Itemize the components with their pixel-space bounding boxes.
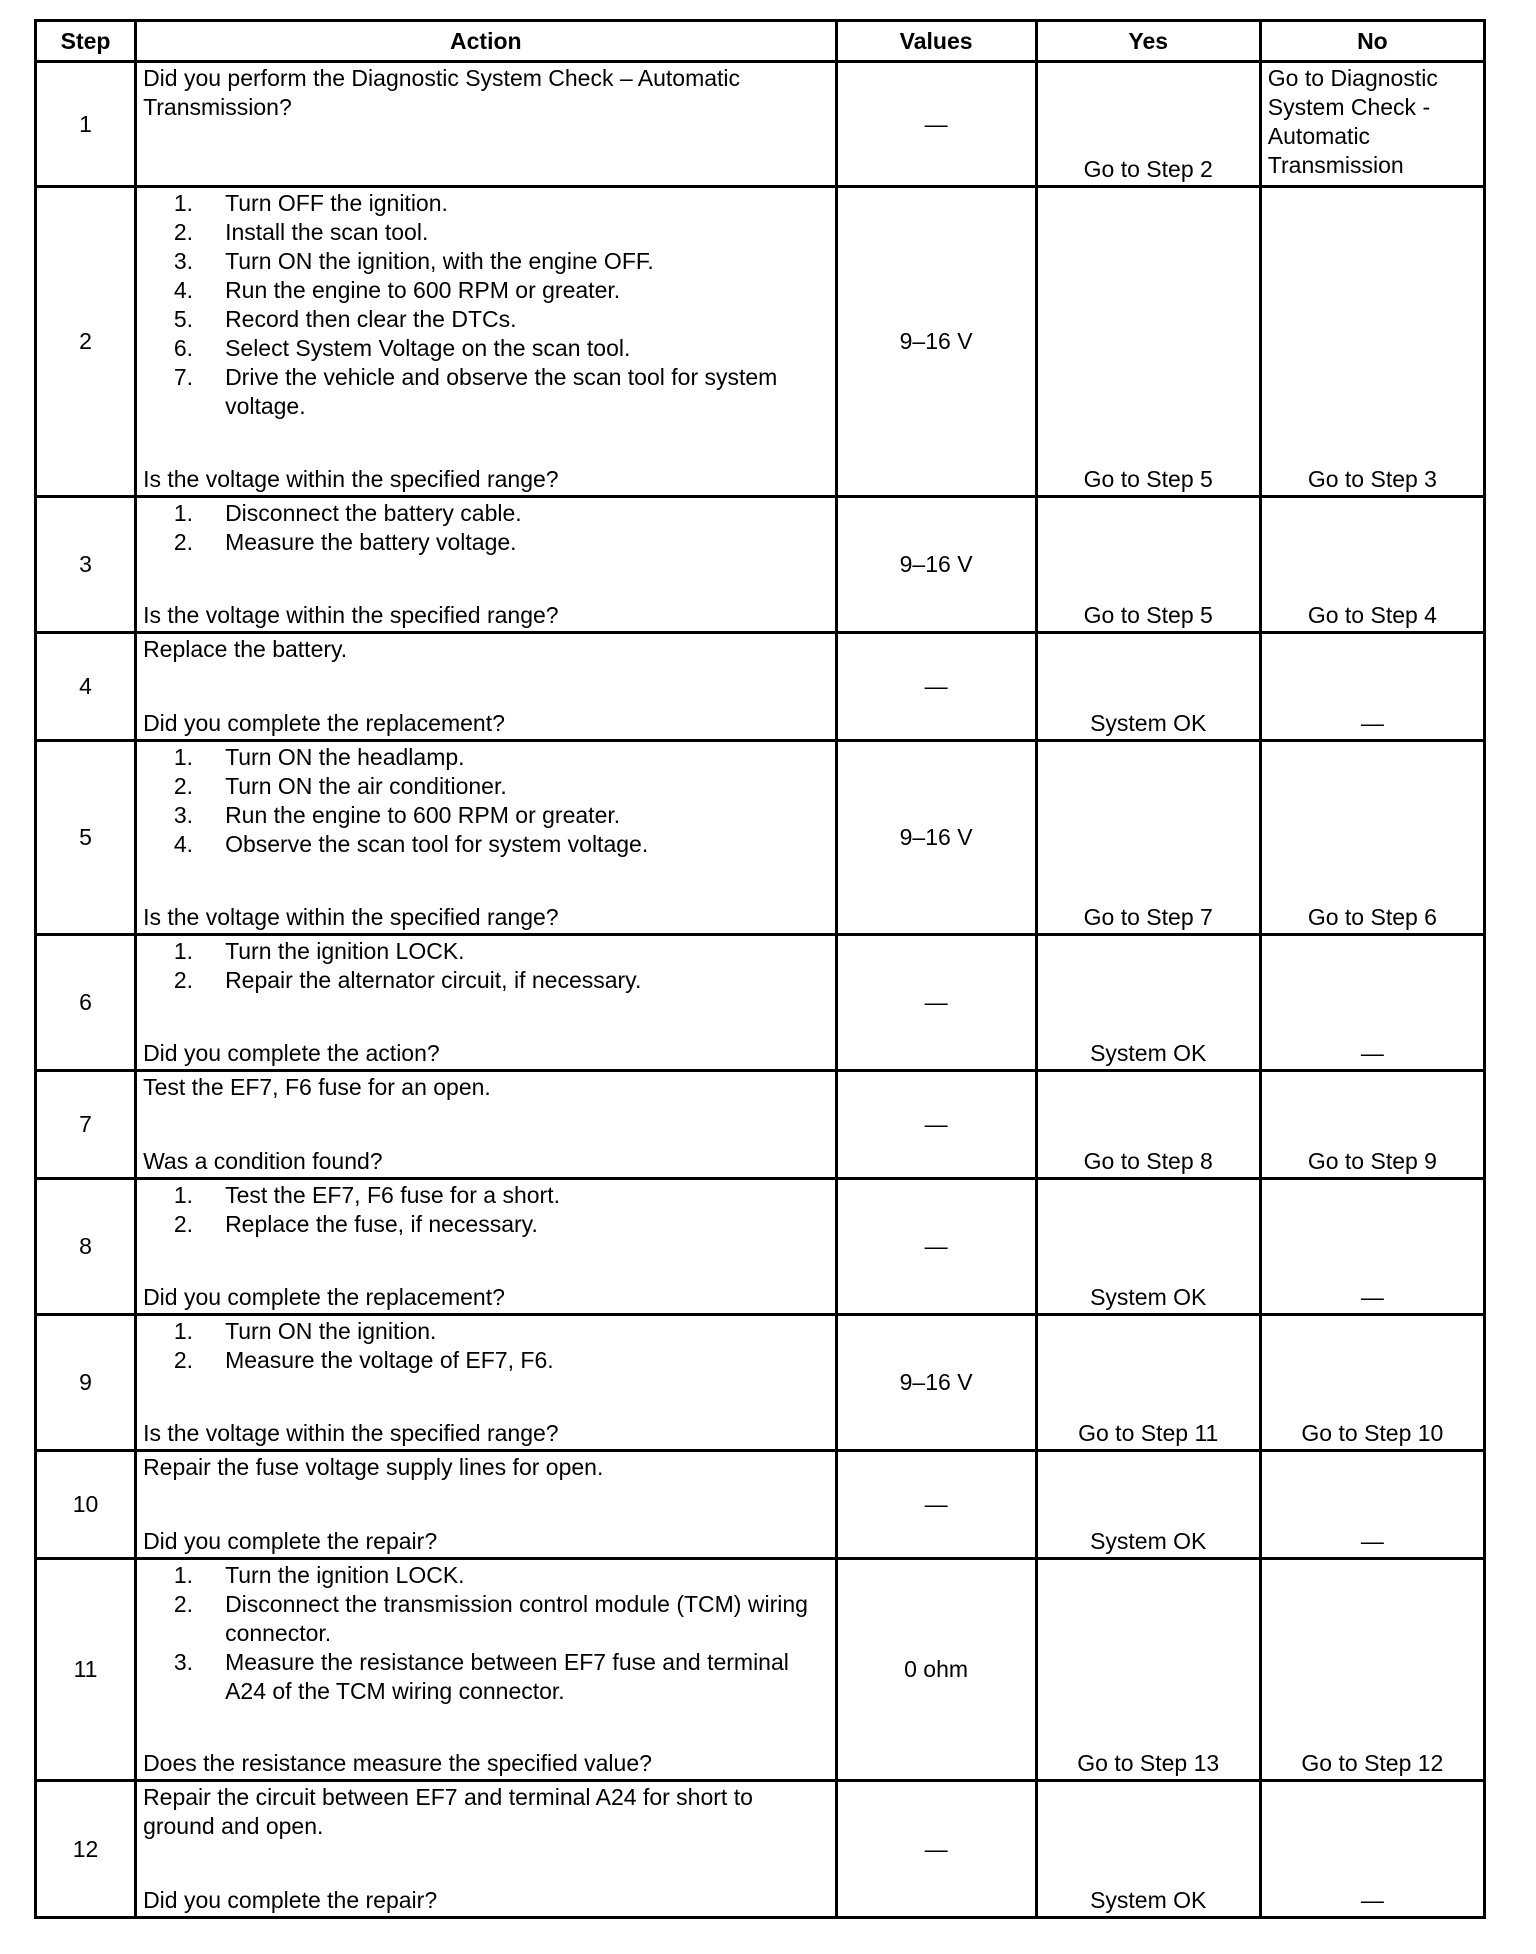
action-cell [136, 187, 836, 497]
yes-outcome: Go to Step 13 [1036, 1559, 1260, 1781]
instruction-item [143, 937, 828, 966]
instruction-item [143, 1648, 828, 1706]
action-content [143, 743, 828, 932]
instruction-number: 1. [173, 1318, 194, 1344]
value-cell: — [836, 935, 1036, 1071]
step-number: 10 [36, 1451, 136, 1559]
instruction-number: 2. [173, 1591, 194, 1617]
instruction-number: 4. [173, 831, 194, 857]
instruction-item [143, 1210, 828, 1239]
step-number: 8 [36, 1179, 136, 1315]
action-cell [136, 935, 836, 1071]
table-row [36, 1781, 1485, 1918]
action-question: Did you complete the action? [143, 1040, 440, 1066]
instruction-text: Measure the resistance between EF7 fuse and terminal A24 of the TCM wiring connector. [225, 1649, 789, 1704]
instruction-text: Replace the fuse, if necessary. [225, 1211, 538, 1237]
instruction-number: 3. [173, 248, 194, 274]
action-content [143, 635, 828, 738]
instruction-text: Measure the battery voltage. [225, 529, 517, 555]
action-intro: Did you perform the Diagnostic System Check – Automatic Transmission? [143, 65, 741, 120]
action-cell [136, 1179, 836, 1315]
no-outcome: Go to Step 3 [1260, 187, 1484, 497]
action-content [143, 937, 828, 1068]
no-outcome: — [1260, 935, 1484, 1071]
no-outcome: Go to Step 10 [1260, 1315, 1484, 1451]
action-question: Did you complete the repair? [143, 1528, 438, 1554]
instruction-number: 2. [173, 773, 194, 799]
table-row [36, 1315, 1485, 1451]
instruction-number: 5. [173, 306, 194, 332]
yes-outcome: System OK [1036, 633, 1260, 741]
header-values: Values [836, 21, 1036, 62]
action-cell [136, 1559, 836, 1781]
no-outcome: — [1260, 633, 1484, 741]
no-outcome: Go to Step 9 [1260, 1071, 1484, 1179]
value-cell: — [836, 633, 1036, 741]
action-content [143, 1317, 828, 1448]
yes-outcome: System OK [1036, 1781, 1260, 1918]
table-row [36, 1451, 1485, 1559]
table-row [36, 1179, 1485, 1315]
instruction-item [143, 1317, 828, 1346]
yes-outcome: System OK [1036, 1179, 1260, 1315]
instruction-list [143, 189, 828, 421]
action-content [143, 64, 828, 184]
instruction-item [143, 528, 828, 557]
table-row [36, 62, 1485, 187]
instruction-number: 1. [173, 1182, 194, 1208]
action-question: Did you complete the replacement? [143, 1284, 505, 1310]
instruction-text: Drive the vehicle and observe the scan tool for system voltage. [225, 364, 778, 419]
header-yes: Yes [1036, 21, 1260, 62]
action-question: Is the voltage within the specified range? [143, 602, 559, 628]
action-question: Is the voltage within the specified range? [143, 1420, 559, 1446]
action-cell [136, 741, 836, 935]
instruction-text: Disconnect the battery cable. [225, 500, 522, 526]
instruction-text: Run the engine to 600 RPM or greater. [225, 277, 621, 303]
value-cell: — [836, 1781, 1036, 1918]
table-row [36, 187, 1485, 497]
action-content [143, 1453, 828, 1556]
value-cell: 0 ohm [836, 1559, 1036, 1781]
instruction-text: Turn ON the ignition, with the engine OFF. [225, 248, 654, 274]
action-cell [136, 497, 836, 633]
table-row [36, 633, 1485, 741]
action-content [143, 1783, 828, 1915]
instruction-number: 2. [173, 1211, 194, 1237]
value-cell: — [836, 1071, 1036, 1179]
instruction-item [143, 334, 828, 363]
instruction-item [143, 1561, 828, 1590]
instruction-text: Turn the ignition LOCK. [225, 1562, 465, 1588]
no-outcome: Go to Diagnostic System Check - Automatic Transmission [1260, 62, 1484, 187]
instruction-item [143, 189, 828, 218]
yes-outcome: Go to Step 5 [1036, 187, 1260, 497]
instruction-number: 7. [173, 364, 194, 390]
action-question: Is the voltage within the specified range? [143, 904, 559, 930]
instruction-text: Observe the scan tool for system voltage. [225, 831, 649, 857]
header-row [36, 21, 1485, 62]
instruction-number: 2. [173, 529, 194, 555]
instruction-number: 3. [173, 802, 194, 828]
instruction-list [143, 1561, 828, 1706]
action-cell [136, 633, 836, 741]
action-content [143, 499, 828, 630]
step-number: 6 [36, 935, 136, 1071]
no-outcome: — [1260, 1451, 1484, 1559]
instruction-number: 1. [173, 500, 194, 526]
instruction-text: Install the scan tool. [225, 219, 429, 245]
instruction-text: Turn ON the ignition. [225, 1318, 437, 1344]
instruction-item [143, 276, 828, 305]
instruction-text: Run the engine to 600 RPM or greater. [225, 802, 621, 828]
action-cell [136, 62, 836, 187]
value-cell: 9–16 V [836, 497, 1036, 633]
instruction-item [143, 218, 828, 247]
action-question: Was a condition found? [143, 1148, 383, 1174]
table-row [36, 935, 1485, 1071]
action-intro: Repair the circuit between EF7 and terminal A24 for short to ground and open. [143, 1784, 753, 1839]
step-number: 1 [36, 62, 136, 187]
step-number: 5 [36, 741, 136, 935]
no-outcome: Go to Step 6 [1260, 741, 1484, 935]
yes-outcome: Go to Step 11 [1036, 1315, 1260, 1451]
instruction-number: 3. [173, 1649, 194, 1675]
header-step: Step [36, 21, 136, 62]
diagnostic-table [34, 19, 1486, 1919]
header-action: Action [136, 21, 836, 62]
instruction-item [143, 499, 828, 528]
header-no: No [1260, 21, 1484, 62]
instruction-text: Select System Voltage on the scan tool. [225, 335, 631, 361]
instruction-number: 6. [173, 335, 194, 361]
instruction-item [143, 1181, 828, 1210]
action-content [143, 1561, 828, 1778]
instruction-list [143, 937, 828, 995]
action-content [143, 189, 828, 494]
instruction-list [143, 743, 828, 859]
table-row [36, 741, 1485, 935]
table-row [36, 1071, 1485, 1179]
action-question: Is the voltage within the specified range? [143, 466, 559, 492]
no-outcome: — [1260, 1781, 1484, 1918]
instruction-number: 2. [173, 1347, 194, 1373]
table-row [36, 1559, 1485, 1781]
yes-outcome: Go to Step 5 [1036, 497, 1260, 633]
instruction-list [143, 1181, 828, 1239]
table-body [36, 62, 1485, 1918]
step-number: 11 [36, 1559, 136, 1781]
step-number: 12 [36, 1781, 136, 1918]
action-question: Did you complete the replacement? [143, 710, 505, 736]
value-cell: — [836, 1179, 1036, 1315]
value-cell: — [836, 1451, 1036, 1559]
instruction-item [143, 801, 828, 830]
value-cell: 9–16 V [836, 187, 1036, 497]
table-row [36, 497, 1485, 633]
instruction-list [143, 499, 828, 557]
instruction-text: Turn ON the air conditioner. [225, 773, 507, 799]
action-cell [136, 1451, 836, 1559]
value-cell: 9–16 V [836, 741, 1036, 935]
instruction-text: Turn OFF the ignition. [225, 190, 448, 216]
instruction-item [143, 1590, 828, 1648]
value-cell: — [836, 62, 1036, 187]
instruction-number: 2. [173, 967, 194, 993]
instruction-item [143, 305, 828, 334]
instruction-item [143, 772, 828, 801]
step-number: 4 [36, 633, 136, 741]
instruction-number: 2. [173, 219, 194, 245]
instruction-text: Turn ON the headlamp. [225, 744, 465, 770]
action-cell [136, 1071, 836, 1179]
step-number: 7 [36, 1071, 136, 1179]
instruction-item [143, 743, 828, 772]
action-intro: Replace the battery. [143, 636, 348, 662]
instruction-text: Measure the voltage of EF7, F6. [225, 1347, 554, 1373]
action-content [143, 1073, 828, 1176]
yes-outcome: Go to Step 2 [1036, 62, 1260, 187]
step-number: 9 [36, 1315, 136, 1451]
instruction-number: 1. [173, 1562, 194, 1588]
instruction-text: Disconnect the transmission control module (TCM) wiring connector. [225, 1591, 808, 1646]
value-cell: 9–16 V [836, 1315, 1036, 1451]
no-outcome: Go to Step 4 [1260, 497, 1484, 633]
action-intro: Repair the fuse voltage supply lines for open. [143, 1454, 604, 1480]
yes-outcome: Go to Step 7 [1036, 741, 1260, 935]
yes-outcome: System OK [1036, 935, 1260, 1071]
yes-outcome: Go to Step 8 [1036, 1071, 1260, 1179]
instruction-number: 1. [173, 938, 194, 964]
action-content [143, 1181, 828, 1312]
instruction-list [143, 1317, 828, 1375]
yes-outcome: System OK [1036, 1451, 1260, 1559]
instruction-item [143, 363, 828, 421]
instruction-number: 4. [173, 277, 194, 303]
step-number: 3 [36, 497, 136, 633]
instruction-number: 1. [173, 190, 194, 216]
step-number: 2 [36, 187, 136, 497]
action-intro: Test the EF7, F6 fuse for an open. [143, 1074, 491, 1100]
instruction-item [143, 1346, 828, 1375]
instruction-item [143, 247, 828, 276]
instruction-text: Test the EF7, F6 fuse for a short. [225, 1182, 560, 1208]
no-outcome: Go to Step 12 [1260, 1559, 1484, 1781]
instruction-item [143, 830, 828, 859]
action-cell [136, 1315, 836, 1451]
instruction-text: Record then clear the DTCs. [225, 306, 517, 332]
instruction-number: 1. [173, 744, 194, 770]
action-question: Did you complete the repair? [143, 1887, 438, 1913]
instruction-text: Repair the alternator circuit, if necessary. [225, 967, 642, 993]
action-question: Does the resistance measure the specified value? [143, 1750, 652, 1776]
no-outcome: — [1260, 1179, 1484, 1315]
instruction-text: Turn the ignition LOCK. [225, 938, 465, 964]
action-cell [136, 1781, 836, 1918]
instruction-item [143, 966, 828, 995]
